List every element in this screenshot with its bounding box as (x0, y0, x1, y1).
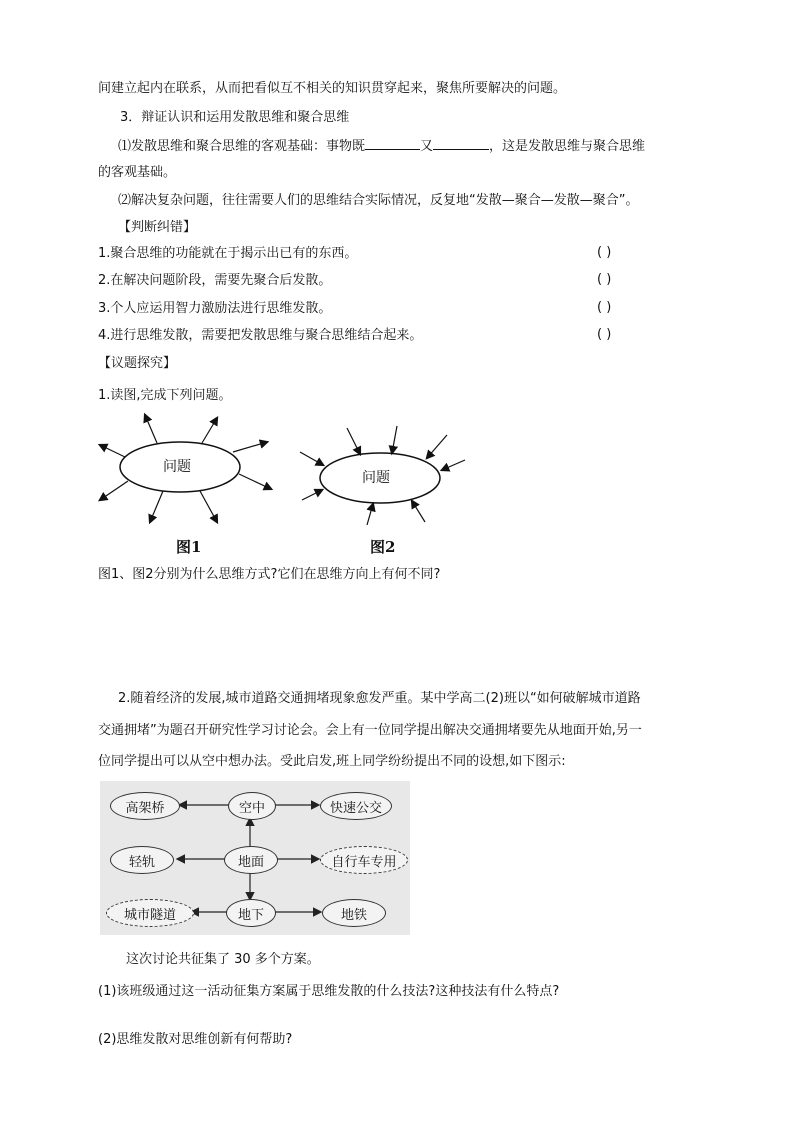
fill-blank-2[interactable] (433, 137, 489, 150)
answer-blank-4[interactable]: ( ) (597, 327, 612, 342)
judge-item-1: 1.聚合思维的功能就在于揭示出已有的东西。 (98, 246, 358, 261)
item-1-pre: ⑴发散思维和聚合思维的客观基础：事物既 (118, 139, 366, 154)
question-2-line-1: 2.随着经济的发展,城市道路交通拥堵现象愈发严重。某中学高二(2)班以“如何破解城市道路 (118, 691, 641, 706)
item-2: ⑵解决复杂问题，往往需要人们的思维结合实际情况，反复地“发散—聚合—发散—聚合”。 (118, 193, 639, 208)
judge-item-4: 4.进行思维发散，需要把发散思维与聚合思维结合起来。 (98, 328, 423, 343)
judge-item-3: 3.个人应运用智力激励法进行思维发散。 (98, 301, 332, 316)
section-heading-3: 3．辩证认识和运用发散思维和聚合思维 (120, 110, 350, 125)
question-2-line-3: 位同学提出可以从空中想办法。受此启发,班上同学纷纷提出不同的设想,如下图示: (98, 754, 566, 769)
answer-blank-2[interactable]: ( ) (597, 272, 612, 287)
question-1-prompt: 图1、图2分别为什么思维方式?它们在思维方向上有何不同? (98, 567, 441, 582)
paragraph-continuation: 间建立起内在联系，从而把看似互不相关的知识贯穿起来，聚焦所要解决的问题。 (98, 81, 567, 96)
node-light-rail: 轻轨 (110, 846, 174, 874)
figure-1-caption: 图1 (176, 538, 202, 556)
node-bus-rapid-transit: 快速公交 (320, 792, 392, 820)
figure-1-center-label: 问题 (163, 459, 191, 475)
figure-2-center-label: 问题 (362, 470, 390, 486)
node-subway: 地铁 (322, 899, 386, 927)
question-1-intro: 1.读图,完成下列问题。 (98, 388, 232, 403)
question-2-line-2: 交通拥堵”为题召开研究性学习讨论会。会上有一位同学提出解决交通拥堵要先从地面开始,另一 (98, 723, 642, 738)
answer-blank-3[interactable]: ( ) (597, 300, 612, 315)
item-1-continuation: 的客观基础。 (98, 165, 177, 180)
node-city-tunnel: 城市隧道 (106, 899, 194, 927)
node-underground: 地下 (226, 899, 276, 927)
node-elevated-bridge: 高架桥 (110, 792, 180, 820)
judge-item-2: 2.在解决问题阶段，需要先聚合后发散。 (98, 273, 332, 288)
item-1 (118, 137, 645, 156)
node-ground: 地面 (224, 846, 278, 874)
question-2-sub-1: (1)该班级通过这一活动征集方案属于思维发散的什么技法?这种技法有什么特点? (98, 984, 560, 999)
figure-2-caption: 图2 (370, 538, 396, 556)
answer-blank-1[interactable]: ( ) (597, 245, 612, 260)
question-2-sub-2: (2)思维发散对思维创新有何帮助? (98, 1032, 293, 1047)
item-1-post: ，这是发散思维与聚合思维 (489, 139, 646, 154)
item-1-mid: 又 (420, 139, 434, 154)
traffic-solutions-diagram (100, 781, 410, 935)
fill-blank-1[interactable] (365, 137, 420, 150)
judge-heading: 【判断纠错】 (118, 220, 197, 235)
node-bike-lane: 自行车专用 (320, 846, 408, 874)
question-2-note: 这次讨论共征集了 30 多个方案。 (126, 952, 320, 967)
node-air: 空中 (228, 792, 276, 820)
explore-heading: 【议题探究】 (98, 356, 177, 371)
